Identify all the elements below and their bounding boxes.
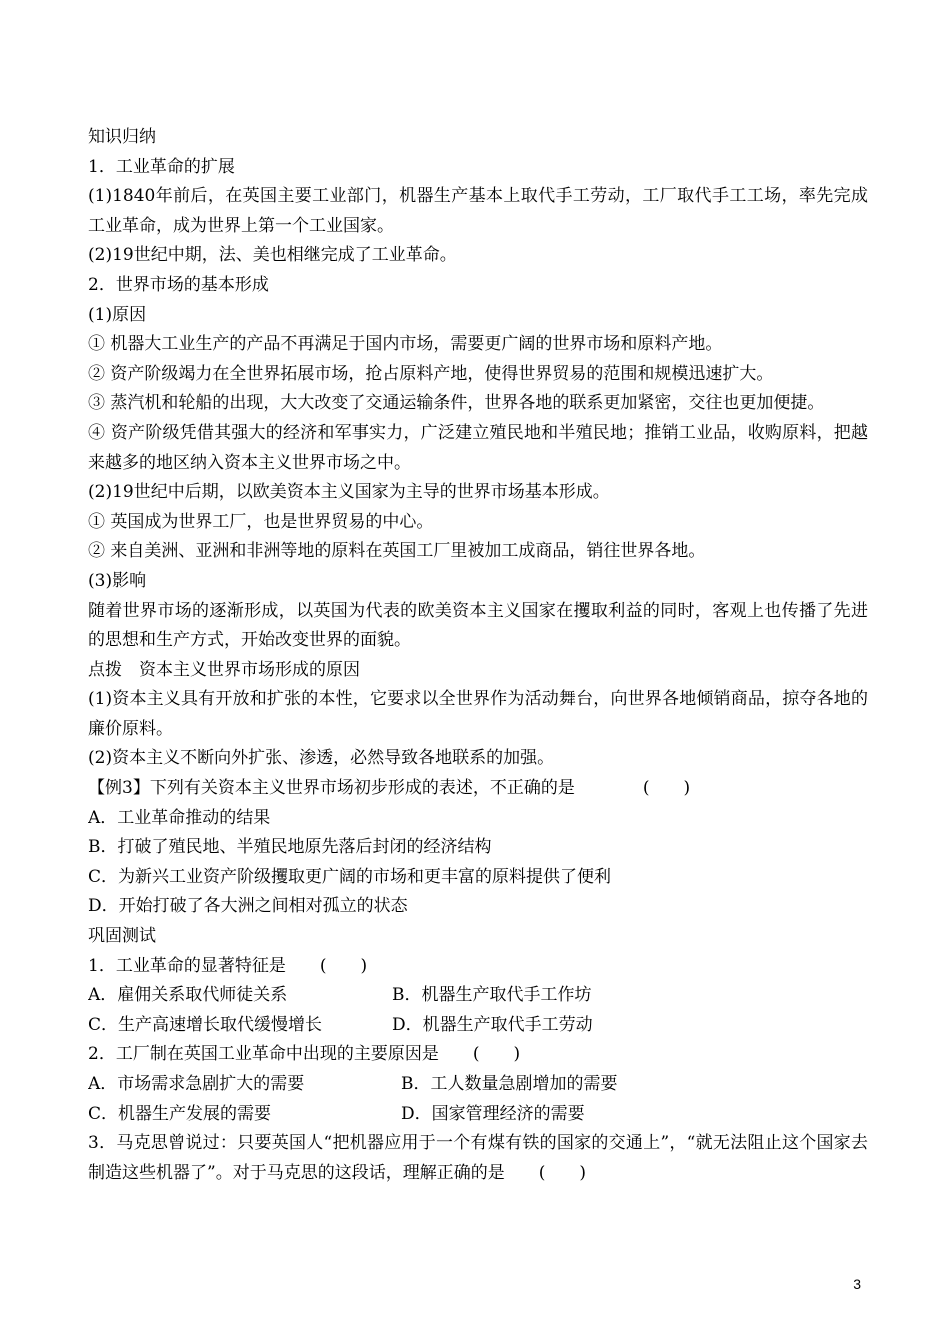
answer-option: C．生产高速增长取代缓慢增长 <box>88 1014 323 1035</box>
page-content <box>88 123 868 1188</box>
option-row <box>88 981 868 1011</box>
answer-option: D．国家管理经济的需要 <box>401 1103 585 1124</box>
paragraph: (1)资本主义具有开放和扩张的本性，它要求以全世界作为活动舞台，向世界各地倾销商品，掠夺各地的廉价原料。 <box>88 689 868 739</box>
list-item: ① 英国成为世界工厂，也是世界贸易的中心。 <box>88 511 434 532</box>
section-heading-consolidation-test: 巩固测试 <box>88 926 156 947</box>
option-row <box>88 1011 868 1041</box>
paragraph: (1)原因 <box>88 304 147 325</box>
answer-option: A．市场需求急剧扩大的需要 <box>88 1074 305 1094</box>
list-item: ④ 资产阶级凭借其强大的经济和军事实力，广泛建立殖民地和半殖民地；推销工业品，收购原料，把越来越多的地区纳入资本主义世界市场之中。 <box>88 422 868 473</box>
paragraph: 随着世界市场的逐渐形成，以英国为代表的欧美资本主义国家在攫取利益的同时，客观上也传播了先进的思想和生产方式，开始改变世界的面貌。 <box>88 600 868 651</box>
answer-option: C．机器生产发展的需要 <box>88 1103 272 1124</box>
answer-option: B．机器生产取代手工作坊 <box>392 985 592 1006</box>
list-item: ② 来自美洲、亚洲和非洲等地的原料在英国工厂里被加工成商品，销往世界各地。 <box>88 541 706 562</box>
subheading-world-market-formation: 2．世界市场的基本形成 <box>88 274 269 295</box>
answer-option: C．为新兴工业资产阶级攫取更广阔的市场和更丰富的原料提供了便利 <box>88 866 612 887</box>
tip-heading: 点拨 资本主义世界市场形成的原因 <box>88 659 360 680</box>
paragraph: (3)影响 <box>88 570 147 591</box>
paragraph: (2)19世纪中后期，以欧美资本主义国家为主导的世界市场基本形成。 <box>88 482 610 503</box>
option-row <box>88 1070 868 1100</box>
list-item: ① 机器大工业生产的产品不再满足于国内市场，需要更广阔的世界市场和原料产地。 <box>88 334 723 355</box>
page-number: 3 <box>853 1276 861 1292</box>
answer-option: D．开始打破了各大洲之间相对孤立的状态 <box>88 896 408 917</box>
question: 2．工厂制在英国工业革命中出现的主要原因是 ( ) <box>88 1044 521 1065</box>
paragraph: (1)1840年前后，在英国主要工业部门，机器生产基本上取代手工劳动，工厂取代手工工场，率先完成工业革命，成为世界上第一个工业国家。 <box>88 186 868 236</box>
paragraph: (2)19世纪中期，法、美也相继完成了工业革命。 <box>88 245 457 266</box>
list-item: ③ 蒸汽机和轮船的出现，大大改变了交通运输条件，世界各地的联系更加紧密，交往也更加便捷。 <box>88 393 825 414</box>
answer-option: B．打破了殖民地、半殖民地原先落后封闭的经济结构 <box>88 837 492 858</box>
list-item: ② 资产阶级竭力在全世界拓展市场，抢占原料产地，使得世界贸易的范围和规模迅速扩大。 <box>88 363 774 384</box>
answer-option: A．工业革命推动的结果 <box>88 807 271 828</box>
question: 1．工业革命的显著特征是 ( ) <box>88 955 368 976</box>
section-heading-knowledge-summary: 知识归纳 <box>88 127 156 147</box>
answer-option: A．雇佣关系取代师徒关系 <box>88 985 288 1006</box>
question: 3．马克思曾说过：只要英国人“把机器应用于一个有煤有铁的国家的交通上”，“就无法阻止这个国家去制造这些机器了”。对于马克思的这段话，理解正确的是 ( ) <box>88 1133 868 1183</box>
option-row <box>88 1100 868 1130</box>
subheading-industrial-revolution-expansion: 1．工业革命的扩展 <box>88 156 235 177</box>
answer-option: D．机器生产取代手工劳动 <box>392 1014 593 1035</box>
answer-option: B．工人数量急剧增加的需要 <box>401 1074 618 1094</box>
example-question: 【例3】下列有关资本主义世界市场初步形成的表述，不正确的是 ( ) <box>88 778 691 799</box>
paragraph: (2)资本主义不断向外扩张、渗透，必然导致各地联系的加强。 <box>88 748 555 769</box>
